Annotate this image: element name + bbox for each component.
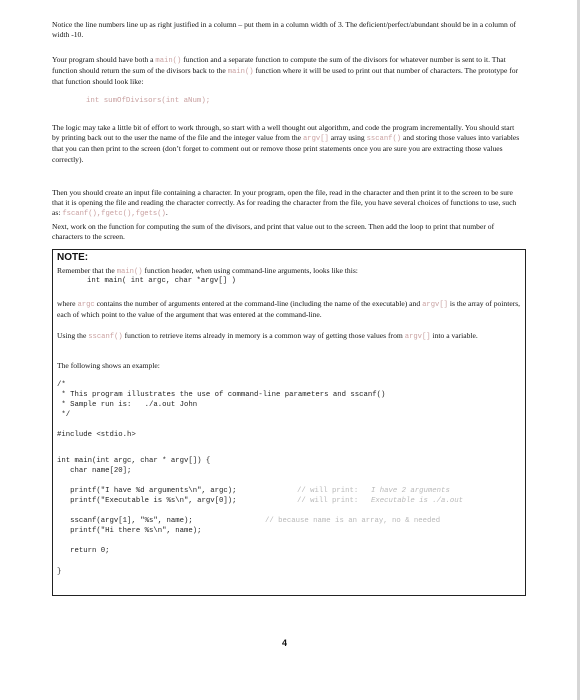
code-line: printf("I have %d arguments\n", argc); [57,487,237,495]
note-example-label: The following shows an example: [57,361,160,370]
text: function and a separate function to compute the sum of the divisors for whatever number is sent to it. That function should return the sum of the divisors back to the [52,55,506,76]
text: Using the [57,331,89,340]
note-box [52,249,526,596]
inline-code: sscanf() [366,135,402,144]
text: function header, when using command-line arguments, looks like this: [142,266,358,275]
code-line: sscanf(argv[1], "%s", name); [57,517,193,525]
text: Then you should create an input file containing a character. In your program, open the file, read in the character and then print it to the screen to be sure that it is opening the file and reading the character correctly. As for reading the character from the file, you have several choices of functions to use, such as: [52,188,517,218]
code-comment: // will print: [297,487,359,495]
inline-code: main() [155,57,182,65]
page-number: 4 [282,638,288,648]
code-comment-output: I have 2 arguments [371,487,450,495]
note-argc-paragraph [57,299,521,320]
prototype-code: int sumOfDivisors(int aNum); [86,97,211,105]
code-line: * Sample run is: ./a.out John [57,401,198,409]
text: Your program should have both a [52,55,156,64]
inline-code: argv[] [302,135,329,144]
code-line: int main(int argc, char * argv[]) { [57,457,211,465]
text: contains the number of arguments entered at the command-line (including the name of the executable) and [94,299,423,308]
inline-code: argc [77,301,95,309]
text: is the array of pointers, each of which point to the value of the argument that was entered at the command-line. [57,299,521,320]
text: array using [328,133,367,143]
code-line: */ [57,411,71,419]
text: into a variable. [430,331,478,340]
page-edge [577,0,580,700]
intro-paragraph [52,20,522,40]
code-comment: // because name is an array, no & needed [265,517,441,525]
text: The logic may take a little bit of effort to work through, so start with a well thought out algorithm, and code the program incrementally. You should start by printing back out to the user the name of the file and the integer value from the [52,123,515,143]
main-header-code: int main( int argc, char *argv[] ) [87,277,236,285]
code-line: char name[20]; [57,467,132,475]
code-line: printf("Executable is %s\n", argv[0]); [57,497,237,505]
paragraph-input-file [52,188,522,220]
inline-code: fscanf(),fgetc(),fgets() [62,210,166,219]
intro-text: Notice the line numbers line up as right justified in a column – put them in a column width of 3. The deficient/perfect/abundant should be in a column of width -10. [52,20,517,40]
note-line-1 [57,266,521,277]
inline-code: argv[] [422,301,448,309]
code-line: return 0; [57,547,110,555]
code-line: } [57,568,62,576]
inline-code: sscanf() [88,333,123,341]
code-comment: // will print: [297,497,359,505]
code-line: printf("Hi there %s\n", name); [57,527,202,535]
code-comment-output: Executable is ./a.out [371,497,463,505]
paragraph-logic [52,123,522,165]
code-line: * This program illustrates the use of command-line parameters and sscanf() [57,391,386,399]
text: function where it will be used to print out that number of characters. The prototype for that function should look like: [52,66,519,87]
text: and storing those values into variables that you can then print to the screen (don’t forget to comment out or remove those print statements once you are sure you are extracting those values correctly). [52,133,520,164]
text: . [165,208,168,218]
code-line: /* [57,381,66,389]
text: function to retrieve items already in memory is a common way of getting those values from [122,331,405,340]
paragraph-next: Next, work on the function for computing the sum of the divisors, and print that value out to the screen. Then add the loop to print that number of characters to the screen. [52,222,495,242]
paragraph-functions [52,55,522,88]
code-line: #include <stdio.h> [57,431,136,439]
note-sscanf-paragraph [57,331,521,342]
inline-code: main() [116,268,143,276]
text: Remember that the [57,266,117,275]
text: where [57,299,78,308]
inline-code: argv[] [404,333,431,341]
note-title: NOTE: [57,252,89,263]
inline-code: main() [227,68,254,77]
